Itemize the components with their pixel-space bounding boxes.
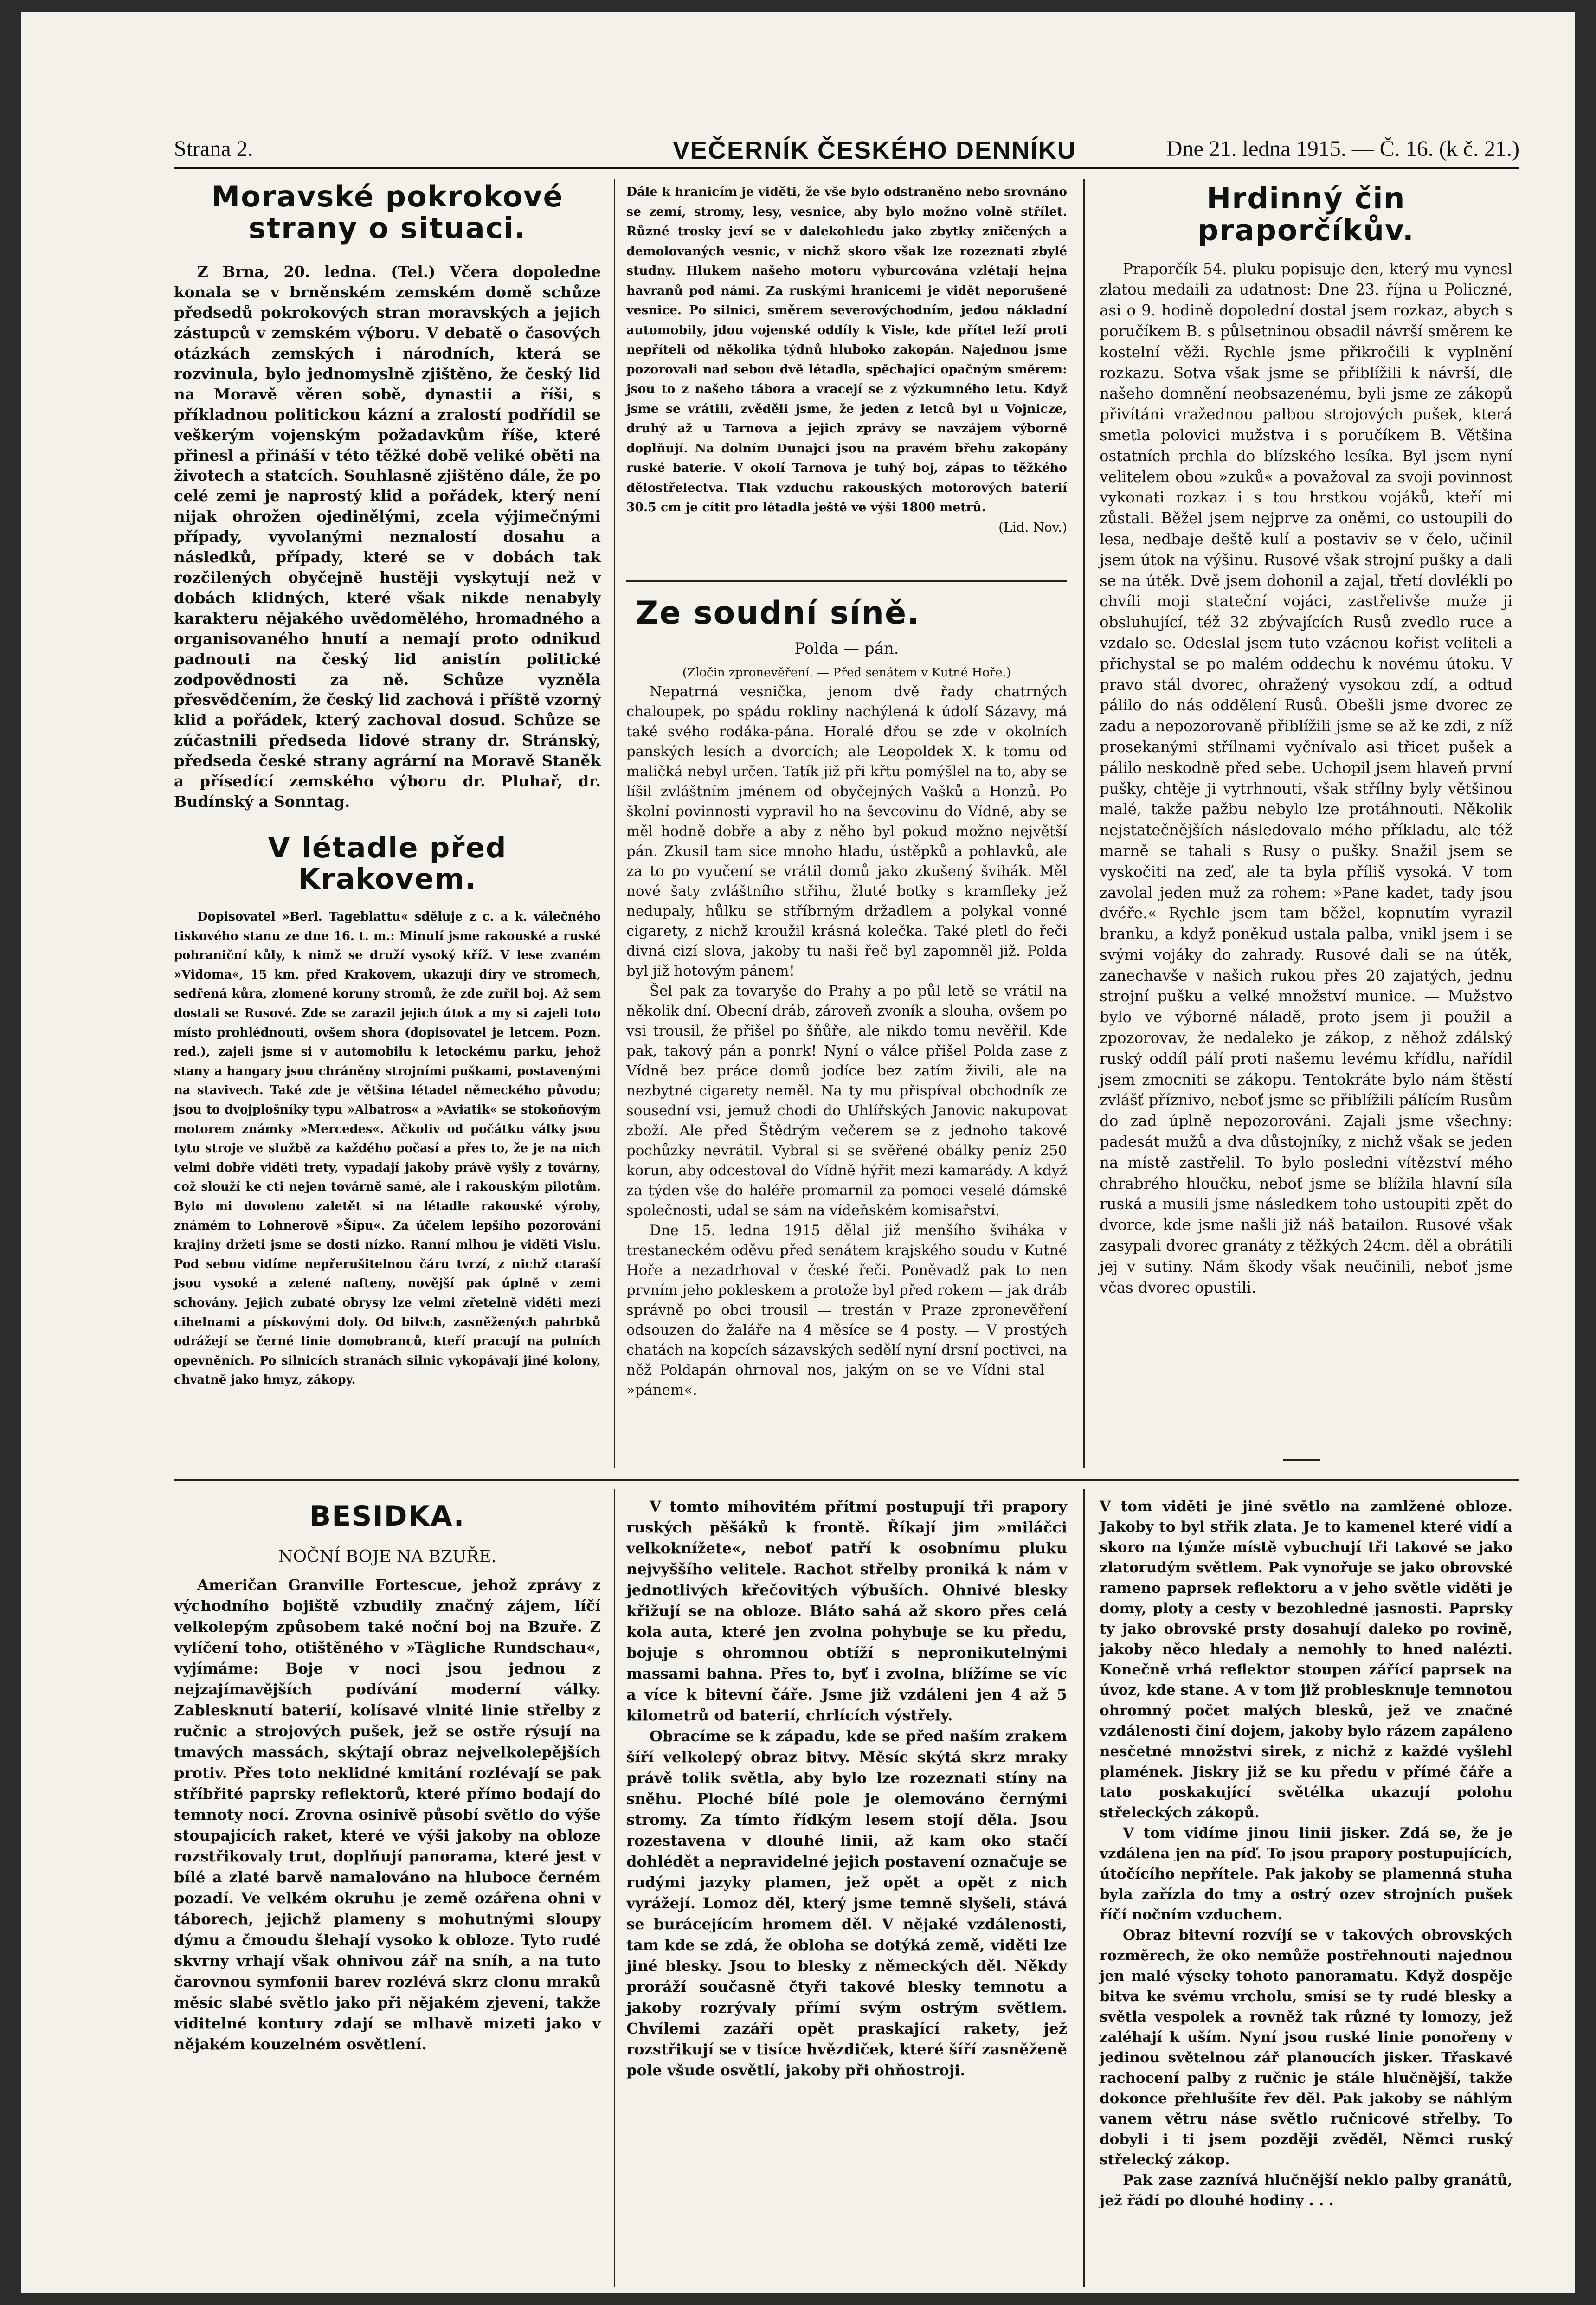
header-rule bbox=[174, 167, 1519, 169]
besidka-body-b bbox=[626, 1496, 1067, 2081]
end-rule bbox=[1283, 1459, 1320, 1461]
besidka-subtitle: NOČNÍ BOJE NA BZUŘE. bbox=[278, 1547, 497, 1566]
besidka-p3: Obracíme se k západu, kde se před naším zrakem šíří velkolepý obraz bitvy. Měsíc skýtá skrz mraky právě tolik světla, aby bylo lze rozeznati stíny na sněhu. Ploché bílé pole je olemováno černými stromy. Za tímto řídkým lesem stojí děla. Jsou rozestavena v dlouhé linii, až kam oko stačí dohlédět a nepravidelné jejich postavení označuje se rudými jazyky plamen, jež opět a opět z nich vyrážejí. Lomoz děl, který jsme temně slyšeli, stává se burácejícím hromem děl. V nějaké vzdálenosti, tam kde se zdá, že obloha se dotýká země, viděti lze jiné blesky. Jsou to blesky z německých děl. Někdy proráží současně čtyři takové blesky temnotu a jakoby rozrývaly přímí svým ostrým světlem. Chvílemi zazáří opět praskající rakety, jež rozstřikují se v tisíce hvězdiček, které šíří zasněženě pole všude osvětlí, jakoby při ohňostroji. bbox=[626, 1727, 1067, 2079]
besidka-col-1 bbox=[174, 1501, 601, 2055]
section-rule bbox=[626, 580, 1067, 582]
besidka-p4: V tom viděti je jiné světlo na zamlžené obloze. Jakoby to byl střik zlata. Je to kamenel které vidí a skoro na týmže místě vybuchují tři takové se jako zlatorudým světlem. Pak vynořuje se jako obrovské rameno paprsek reflektoru a v jeho světle viděti je domy, ploty a cesty v bezohledné jasnosti. Paprsky ty jako obrovské prsty dosahují daleko po rovině, jakoby něco hledaly a nemohly to hned nalézti. Konečně vrhá reflektor stoupen zářící paprsek na úvoz, kde stane. A v tom již problesknuje temnotou ohromný počet malých blesků, jež ve značné vzdálenosti činí dojem, jakoby bylo rázem zapáleno nesčetné množství sirek, z nichž z každé vyšlehl plamének. Jiskry již se ku předu v přímé čáře a tato poskakující světélka ukazují polohu střeleckých zákopů. bbox=[1100, 1498, 1512, 1821]
soudni-headline: Ze soudní síně. bbox=[636, 595, 920, 631]
column-rule bbox=[614, 1489, 615, 2287]
column-rule bbox=[1083, 179, 1085, 1468]
besidka-col-3 bbox=[1100, 1496, 1512, 2211]
column-rule bbox=[614, 179, 615, 1468]
moravske-article bbox=[174, 181, 601, 1390]
letadlo-paragraph: Dopisovatel »Berl. Tageblattu« sděluje z c. a k. válečného tiskového stanu ze dne 16. t. m.: Minulí jsme rakouské a ruské pohraniční kůly, k nimž se druží vysoký kříž. V lese zvaném »Vidoma«, 15 km. před Krakovem, ukazují díry ve stromech, sedřená kůra, zlomené koruny stromů, že zde zuřil boj. Až sem dostali se Rusové. Zde se zarazil jejich útok a my si zajeli toto místo prohlédnouti, ovšem shora (dopisovatel je letcem. Pozn. red.), zajeli jsme si v automobilu k letockému parku, jehož stany a hangary jsou chráněny strojními puškami, postavenými na stavivech. Také zde je většina létadel německého původu; jsou to dvojplošníky typu »Albatros« a »Aviatik« se stokoňovým motorem známky »Mercedes«. Ačkoliv od počátku války jsou tyto stroje ve službě za každého počasí a přes to, že je na nich velmi dobře viděti trety, vypadají jakoby právě vyšly z továrny, což slouží ke cti nejen továrně samé, ale i rakouským pilotům. Bylo mi dovoleno zaletět si na létadle rakouské výroby, známém to Lohnerově »Šípu«. Za účelem lepšího pozorování krajiny držeti jsme se dosti nízko. Ranní mlhou je viděti Vislu. Pod sebou vidíme nepřerušitelnou čáru tvrzí, z nichž ctaraší jsou vysoké a zelené nafteny, novější pak úplně v zemi schovány. Jejich zubaté obrysy lze velmi zřetelně viděti mezi cihelnami a pískovými doly. Od bilvch, zasněžených pahrbků odrážejí se černé linie domobranců, kteří pracují na polních opevněních. Po silnicích stranách silnic vykopávají jiné kolony, chvatně jako hmyz, zákopy. bbox=[174, 910, 601, 1387]
besidka-p5: V tom vidíme jinou linii jisker. Zdá se, že je vzdálena jen na píď. To jsou prapory postupujících, útočícího nepřítele. Pak jakoby se plamenná stuha byla zařízla do tmy a ostrý ozev strojních pušek říčí nočním vzduchem. bbox=[1100, 1825, 1512, 1923]
soudni-p1: Nepatrná vesnička, jenom dvě řady chatrných chaloupek, po spádu rokliny nachýlená k údolí Sázavy, má také svého rodáka-pána. Horalé dřou se zde v okolních panských lesích a dvorcích; ale Leopoldek X. k tomu od maličká nebyl určen. Tatík již při křtu pomýšlel na to, aby se líšil zvláštním jménem od obyčejných Vašků a Honzů. Po školní povinnosti vypravil ho na ševcovinu do Vídně, aby se měl hodně dobře a aby z něho byl pokud možno největší pán. Zkusil tam sice mnoho hladu, ústěpků a pohlavků, ale za to po vyučení se vrátil domů jako zkušený švihák. Měl nové šaty zvláštního střihu, žluté botky s kramfleky jež nedupaly, hůlku se stříbrným držadlem a polykal vonné cigarety, z nichž kroužil krásná kolečka. Také pletl do řeči divná cizí slova, jakoby tu naši řeč byl zapomněl již. Polda byl již hotovým pánem! bbox=[626, 683, 1067, 979]
besidka-p1: Američan Granville Fortescue, jehož zprávy z východního bojiště vzbudily značný zájem, líčí velkolepým způsobem také noční boj na Bzuře. Z vylíčení toho, otištěného v »Tägliche Rundschau«, vyjímáme: Boje v noci jsou jednou z nejzajímavějších podívání moderní války. Zablesknutí baterií, kolísavé vlnité linie střelby z ručnic a strojových pušek, jež se ostře rýsují na tmavých massách, skýtají obraz nejvelkolepějších protiv. Přes toto neklidné kmitání rozlévají se pak stříbřité paprsky reflektorů, které přímo bodají do temnoty nocí. Zrovna osinivě působí světlo do výše stoupajících raket, které ve výši jakoby na obloze rozstřikovaly trut, doplňují panorama, které jest v bílé a zlaté barvě namalováno na hluboce černém pozadí. Ve velkém okruhu je země ozářena ohni v táborech, jejichž plameny s mohutnými sloupy dýmu a čmoudu šlehají vysoko k obloze. Tyto rudé skvrny vrhají však ohnivou zář na sníh, a na tuto čarovnou symfonii barev rozlévá skrz clonu mraků měsíc slabé světlo jako při nějakém zjevení, takže viditelné kontury zdají se mlhavě mizeti jako v nějakém kouzelném osvětlení. bbox=[174, 1576, 601, 2053]
besidka-col-2 bbox=[626, 1496, 1067, 2081]
soudni-body bbox=[626, 682, 1067, 1400]
moravske-headline: Moravské pokrokové strany o situaci. bbox=[211, 180, 564, 245]
hrdinny-body bbox=[1100, 259, 1512, 1298]
moravske-body bbox=[174, 262, 601, 811]
besidka-p6: Obraz bitevní rozvíjí se v takových obrovských rozměrech, že oko nemůže postřehnouti najednou jen malé výseky tohoto panoramatu. Když dospěje bitva ke svému vrcholu, smísí se ty rudé blesky a světla vespolek a rovněž tak různé ty lomozy, jež zaléhají k uším. Nyní jsou ruské linie ponořeny v jedinou světelnou zář planoucích jisker. Třaskavé rachocení palby z ručnic je stále hlučnější, takže dokonce přehlušíte řev děl. Pak jakoby se náhlým vanem větru náse světlo ručnicové střelby. To dobyli i ti jsem později zvěděl, Němci ruský střelecký zákop. bbox=[1100, 1927, 1512, 2168]
besidka-body-a bbox=[174, 1575, 601, 2055]
page-number: Strana 2. bbox=[174, 136, 253, 161]
newspaper-page bbox=[21, 12, 1575, 2293]
hrdinny-article bbox=[1100, 182, 1512, 1298]
besidka-p2: V tomto mihovitém přítmí postupují tři prapory ruských pěšáků k frontě. Říkají jim »miláčci velkoknížete«, neboť patří k osobnímu pluku nejvyššího velitele. Rachot střelby proniká k nám v jednotlivých křečovitých výbuších. Ohnivé blesky křižují se na obloze. Bláto sahá až skoro přes celá kola auta, které jen zvolna pohybuje se ku předu, bojuje s ohromnou obtíží s nepronikutelnými massami bahna. Přes to, byť i zvolna, blížíme se víc a více k bitevní čáře. Jsme již vzdáleni jen 4 až 5 kilometrů od baterií, chrlících výstřely. bbox=[626, 1498, 1067, 1724]
soudni-article bbox=[626, 596, 1067, 1400]
letadlo-cont-paragraph: Dále k hranicím je viděti, že vše bylo odstraněno nebo srovnáno se zemí, stromy, lesy, vesnice, aby bylo možno volně střílet. Různé trosky jeví se v dalekohledu jako zbytky zničených a demolovaných vesnic, v nichž skoro však lze rozeznati zbylé studny. Hlukem našeho motoru vyburcována vzlétají hejna havranů pod námi. Za ruskými hranicemi je vidět neporušené vesnice. Po silnici, směrem severovýchodním, jedou nákladní automobily, jdou vojenské oddíly k Visle, kde přítel leží proti nepříteli od několika týdnů hluboko zakopán. Najednou jsme pozorovali nad sebou dvě létadla, spěchající opačným směrem: jsou to z našeho tábora a vracejí se z výzkumného letu. Když jsme se vrátili, zvěděli jsme, že jeden z letců byl u Vojnicze, druhý až u Tarnova a jejich zprávy se navzájem výborně doplňují. Na dolním Dunajci jsou na pravém břehu zakopány ruské baterie. V okolí Tarnova je tuhý boj, zápas to těžkého dělostřelectva. Tlak vzduchu rakouských motorových baterií 30.5 cm je cítit pro létadla ještě ve výši 1800 metrů. bbox=[626, 185, 1067, 515]
letadlo-headline: V létadle před Krakovem. bbox=[268, 831, 507, 895]
besidka-p7: Pak zase zaznívá hlučnější neklo palby granátů, jež řádí po dlouhé hodiny . . . bbox=[1100, 2172, 1512, 2209]
column-rule bbox=[1083, 1489, 1085, 2287]
besidka-headline: BESIDKA. bbox=[309, 1500, 465, 1532]
letadlo-body bbox=[174, 908, 601, 1390]
soudni-subtitle: Polda — pán. bbox=[794, 639, 899, 658]
soudni-lead: (Zločin zpronevěření. — Před senátem v Kutné Hoře.) bbox=[682, 665, 1011, 680]
page-header bbox=[174, 136, 1519, 164]
moravske-paragraph: Z Brna, 20. ledna. (Tel.) Včera dopoledne konala se v brněnském zemském domě schůze předsedů pokrokových stran moravských a jejich zástupců v zemském výboru. V debatě o časových otázkách zemských i národních, která se rozvinula, bylo jednomyslně zjištěno, že český lid na Moravě věren sobě, dynastii a říši, s příkladnou politickou kázní a zralostí podřídil se veškerým vojenským požadavkům říše, které přinesl a přináší v této těžké době veliké oběti na životech a statcích. Souhlasně zjištěno dále, že po celé zemi je naprostý klid a pořádek, který není nijak ohrožen ojedinělými, zcela výjimečnými případy, vyvolanými neznalostí dosahu a následků, případy, které se v dobách tak rozčilených obyčejně hustěji vyskytují než v dobách klidných, které však nikde nenabyly karakteru nějakého uvědomělého, hromadného a organisovaného hnutí a nemají proto odnikud padnouti na český lid anistín politické zodpovědnosti za ně. Schůze vyzněla přesvědčením, že český lid zachová i příště vzorný klid a pořádek, který zachoval dosud. Schůze se zúčastnili předseda lidové strany dr. Stránský, předseda české strany agrární na Moravě Staněk a přísedící zemského výboru dr. Pluhař, dr. Budínský a Sonntag. bbox=[174, 263, 601, 811]
hrdinny-headline: Hrdinný čin praporčíkův. bbox=[1197, 181, 1415, 248]
hrdinny-paragraph: Praporčík 54. pluku popisuje den, který mu vynesl zlatou medaili za udatnost: Dne 23. října u Policzné, asi o 9. hodině dopolední dostal jsem rozkaz, abych s poručíkem B. s půlsetninou obsadil návrší směrem ke kostelní věži. Rychle jsme přikročili k vyplnění rozkazu. Sotva však jsme se přiblížili k návrší, dle našeho domnění neobsazenému, byli jsme ze zákopů přivítáni vražednou palbou strojových pušek, která smetla polovici mužstva i s poručíkem B. Většina ostatních prchla do blízského lesíka. Byl jsem nyní velitelem obou »zuků« a považoval za svoji povinnost vykonati rozkaz i s tou hrstkou vojáků, kteří mi zůstali. Běžel jsem nejprve za oněmi, co ustoupili do lesa, nedbaje deště kulí a postaviv se v čelo, učinil jsem útok na výšinu. Rusové však strojní pušky a dali se na útěk. Dvě jsem dohonil a zajal, třetí dovlékli po chvíli moji stateční vojáci, zastřelivše muže ji obsluhující, též 32 zbývajících Rusů zvedlo ruce a vzdalo se. Odeslal jsem tuto vzácnou kořist veliteli a přichystal se po malém oddechu k novému útoku. V pravo stál dvorec, ohražený vysokou zdí, a odtud pálilo do nás oddělení Rusů. Obešli jsme dvorec ze zadu a nepozorovaně přiblížili jsme se až ke zdi, z níž prosekanými střílnami vyčnívalo asi třicet pušek a pálilo neskodně před sebe. Uchopil jsem hlaveň první pušky, chtěje ji vytrhnouti, však střílny byly většinou malé, takže pažbu nebylo lze protáhnouti. Několik nejstatečnějších následovalo mého příkladu, ale též marně se tahali s Rusy o pušky. Snažil jsem se vyskočiti na zeď, ale ta byla příliš vysoká. V tom zavolal jeden muž za rohem: »Pane kadet, tady jsou dvéře.« Rychle jsem tam běžel, kopnutím vyrazil branku, a když poněkud ustala palba, vnikl jsem i se svými vojáky do zahrady. Rusové dali se na útěk, zanechavše v našich rukou přes 20 zajatých, jednu strojní pušku a velké množství munice. — Mužstvo bylo ve výborné náladě, proto jsem ji použil a zpozorovav, že nedaleko je zákop, z něhož zdálský ruský oddíl pálí proti našemu levému křídlu, nařídil jsem zmocniti se zákopu. Tentokráte bylo nám štěstí zvlášť příznivo, neboť jsme se přiblížili pálícím Rusům do zad úplně nepozorováni. Zajali jsme všechny: padesát mužů a dva důstojníky, z nichž však se jeden na místě zastřelil. To bylo posledni vítězství mého chrabrého hloučku, neboť jsme se blížila hlavní síla ruská a musili jsme následkem toho ustoupiti zpět do dvorce, kde jsme našli již náš batailon. Rusové však zasypali dvorec granáty z těžkých 24cm. děl a obrátili jej v sutiny. Nám škody však neučinili, neboť jsme včas dvorec opustili. bbox=[1100, 260, 1512, 1296]
soudni-p3: Dne 15. ledna 1915 dělal již menšího šviháka v trestaneckém oděvu před senátem krajského soudu v Kutné Hoře a nezadrhoval v české řeči. Poněvadž pak to nen prvním jeho pokleskem a protože byl před rokem — jak dráb správně po obci trousil — trestán v Praze zpronevěření odsouzen do žaláře na 4 měsíce se 4 posty. — V prostých chatách na kopcích sázavských sedělí nyní drsní poctivci, na něž Poldapán ohrnoval nos, jakým on se ve Vídni stal — »pánem«. bbox=[626, 1222, 1067, 1398]
soudni-p2: Šel pak za tovaryše do Prahy a po půl letě se vrátil na několik dní. Obecní dráb, zároveň zvoník a slouha, ovšem po vsi trousil, že přišel po šňůře, ale nikdo tomu nevěřil. Kde pak, takový pán a ponrk! Nyní o válce přišel Polda zase z Vídně bez práce domů jodíce bez zatím živili, ale na nezbytné cigarety neměl. Na ty mu přispíval obchodník ze sousední vsi, jemuž chodi do Uhlířských Janovic nakupovat zboží. Ale před Štědrým večerem se z jednoho takové pochůzky nevrátil. Vybral si se svěřené obálky peníz 250 korun, aby odcestoval do Vídně hýřit mezi kamarády. A když za týden vše do haléře promarnil za pomoci veselé dámské společnosti, udal se sám na vídeňském komisařství. bbox=[626, 982, 1067, 1219]
letadlo-cont-body bbox=[626, 182, 1067, 518]
besidka-body-c bbox=[1100, 1496, 1512, 2211]
issue-date: Dne 21. ledna 1915. — Č. 16. (k č. 21.) bbox=[1166, 136, 1519, 161]
besidka-rule bbox=[174, 1479, 1519, 1481]
letadlo-source: (Lid. Nov.) bbox=[998, 519, 1067, 535]
newspaper-title: VEČERNÍK ČESKÉHO DENNÍKU bbox=[672, 136, 1077, 164]
letadlo-continued bbox=[626, 182, 1067, 537]
